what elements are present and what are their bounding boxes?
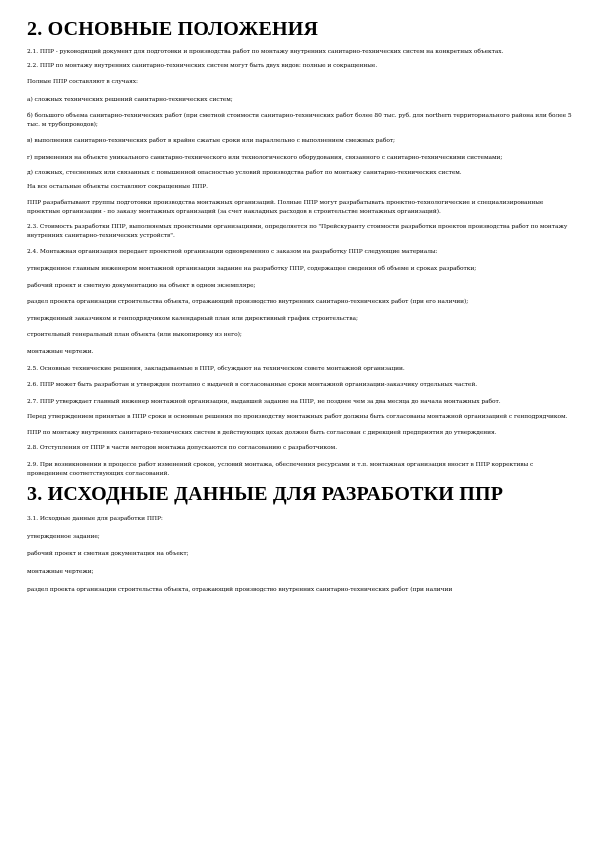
paragraph: 3.1. Исходные данные для разработки ППР:: [27, 516, 163, 523]
paragraph: рабочий проект и сметную документацию на объект в одном экземпляре;: [27, 282, 256, 289]
paragraph: 2.5. Основные технические решения, закладываемые в ППР, обсуждают на техническом совете монтажной организации.: [27, 366, 405, 373]
paragraph: д) сложных, стесненных или связанных с повышенной опасностью условий производства работ по монтажу санитарно-технических систем.: [27, 169, 462, 176]
section-2-body: [27, 48, 572, 478]
paragraph: утвержденный заказчиком и генподрядчиком календарный план или директивный график строительства;: [27, 315, 358, 322]
paragraph: утвержденное задание;: [27, 533, 100, 540]
paragraph: рабочий проект и сметная документация на объект;: [27, 551, 189, 558]
section-2-heading: 2. ОСНОВНЫЕ ПОЛОЖЕНИЯ: [27, 18, 319, 40]
paragraph: На все остальные объекты составляют сокращенные ППР.: [27, 184, 208, 191]
paragraph: раздел проекта организации строительства объекта, отражающий производство внутренних санитарно-технических работ (при его наличии);: [27, 299, 469, 306]
paragraph: строительный генеральный план объекта (или выкопировку из него);: [27, 332, 242, 339]
paragraph: а) сложных технических решений санитарно-технических систем;: [27, 96, 233, 103]
paragraph: ППР по монтажу внутренних санитарно-технических систем в действующих цехах должен быть согласован с дирекцией предприятия до утверждения.: [27, 429, 497, 436]
paragraph: 2.9. При возникновении в процессе работ изменений сроков, условий монтажа, обеспечения ресурсами и т.п. монтажная организация вносит в ППР коррективы с проведением соответствующих согласований.: [27, 462, 534, 477]
paragraph: Полные ППР составляют в случаях:: [27, 79, 138, 86]
paragraph: 2.6. ППР может быть разработан и утвержден поэтапно с выдачей в согласованные сроки монтажной организации-заказчику отдельных частей.: [27, 382, 478, 389]
paragraph: 2.1. ППР - руководящий документ для подготовки и производства работ по монтажу внутренних санитарно-технических систем на конкретных объектах.: [27, 49, 504, 55]
paragraph: ППР разрабатывают группы подготовки производства монтажных организаций. Полные ППР могут разрабатывать проектно-технологические и специализированные проектные организации - по заказу монтажных организаций (за счет накладных расходов в строительстве монтажных организаций).: [27, 199, 544, 215]
section-3-body: [27, 515, 572, 594]
paragraph: 2.4. Монтажная организация передает проектной организации одновременно с заказом на разработку ППР следующие материалы:: [27, 249, 438, 256]
paragraph: г) применения на объекте уникального санитарно-технического или технологического оборудования, связанного с санитарно-техническими системами;: [27, 155, 503, 162]
paragraph: б) большого объема санитарно-технических работ (при сметной стоимости санитарно-технических работ более 80 тыс. руб. для northern территориального района или более 5 тыс. м трубопроводов);: [27, 113, 572, 128]
paragraph: монтажные чертежи;: [27, 569, 94, 575]
paragraph: в) выполнения санитарно-технических работ в крайне сжатые сроки или параллельно с выполнением смежных работ;: [27, 137, 395, 144]
paragraph: утвержденное главным инженером монтажной организации задание на разработку ППР, содержащее сведения об объеме и сроках разработки;: [27, 265, 477, 272]
paragraph: 2.7. ППР утверждает главный инженер монтажной организации, выдавшей задание на ППР, не позднее чем за два месяца до начала монтажных работ.: [27, 398, 501, 405]
paragraph: 2.3. Стоимость разработки ППР, выполняемых проектными организациями, определяется по "Прейскуранту стоимости разработки проектов производства работ по монтажу внутренних санитарно-технических устройств".: [27, 224, 568, 239]
section-3-heading: 3. ИСХОДНЫЕ ДАННЫЕ ДЛЯ РАЗРАБОТКИ ППР: [27, 483, 504, 506]
paragraph: 2.2. ППР по монтажу внутренних санитарно-технических систем могут быть двух видов: полные и сокращенные.: [27, 62, 378, 69]
paragraph: монтажные чертежи.: [27, 348, 94, 355]
paragraph: раздел проекта организации строительства объекта, отражающий производство внутренних санитарно-технических работ (при наличии: [27, 586, 453, 593]
document-page: [27, 17, 572, 594]
paragraph: Перед утверждением принятые в ППР сроки и основные решения по производству монтажных работ должны быть согласованы монтажной организацией с генподрядчиком.: [27, 414, 568, 421]
paragraph: 2.8. Отступления от ППР в части методов монтажа допускаются по согласованию с разработчиком.: [27, 445, 338, 452]
